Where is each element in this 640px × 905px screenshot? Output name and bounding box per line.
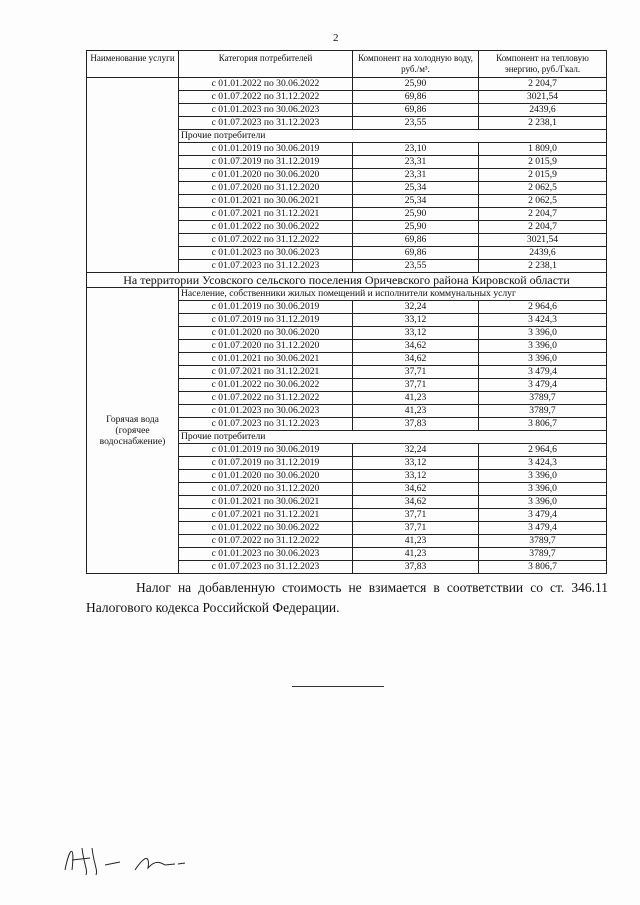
period-cell: с 01.07.2019 по 31.12.2019	[179, 156, 353, 169]
cold-water-value: 33,12	[353, 470, 479, 483]
heat-value: 3 396,0	[479, 327, 607, 340]
period-cell: с 01.07.2021 по 31.12.2021	[179, 509, 353, 522]
vat-note: Налог на добавленную стоимость не взимается в соответствии со ст. 346.11 Налогового кодекса Российской Федерации.	[86, 580, 608, 615]
period-cell: с 01.07.2022 по 31.12.2022	[179, 91, 353, 104]
cold-water-value: 41,23	[353, 392, 479, 405]
region-title: На территории Усовского сельского поселения Оричевского района Кировской области	[87, 273, 607, 288]
table-header	[87, 51, 607, 78]
heat-value: 2 964,6	[479, 301, 607, 314]
cold-water-value: 33,12	[353, 457, 479, 470]
period-cell: с 01.01.2020 по 30.06.2020	[179, 470, 353, 483]
tariff-table	[86, 50, 607, 574]
cold-water-value: 32,24	[353, 444, 479, 457]
cold-water-value: 37,71	[353, 509, 479, 522]
heat-value: 3 396,0	[479, 483, 607, 496]
cold-water-value: 25,34	[353, 195, 479, 208]
cold-water-value: 23,10	[353, 143, 479, 156]
period-cell: с 01.07.2023 по 31.12.2023	[179, 418, 353, 431]
period-cell: с 01.01.2021 по 30.06.2021	[179, 195, 353, 208]
period-cell: с 01.07.2019 по 31.12.2019	[179, 457, 353, 470]
cold-water-value: 33,12	[353, 314, 479, 327]
cold-water-value: 25,90	[353, 78, 479, 91]
cold-water-value: 69,86	[353, 104, 479, 117]
heat-value: 3 806,7	[479, 561, 607, 574]
heat-value: 3 479,4	[479, 509, 607, 522]
heat-value: 2439,6	[479, 247, 607, 260]
cold-water-value: 37,83	[353, 561, 479, 574]
period-cell: с 01.01.2023 по 30.06.2023	[179, 247, 353, 260]
cold-water-value: 37,71	[353, 379, 479, 392]
category-label: Прочие потребители	[179, 431, 607, 444]
heat-value: 2 238,1	[479, 260, 607, 273]
heat-value: 3021,54	[479, 91, 607, 104]
period-cell: с 01.01.2021 по 30.06.2021	[179, 496, 353, 509]
period-cell: с 01.01.2019 по 30.06.2019	[179, 301, 353, 314]
cold-water-value: 41,23	[353, 548, 479, 561]
heat-value: 3789,7	[479, 392, 607, 405]
period-cell: с 01.07.2023 по 31.12.2023	[179, 260, 353, 273]
heat-value: 3 396,0	[479, 470, 607, 483]
heat-value: 3 479,4	[479, 379, 607, 392]
header-cold-water: Компонент на холодную воду, руб./м³.	[353, 51, 479, 78]
cold-water-value: 34,62	[353, 353, 479, 366]
cold-water-value: 23,31	[353, 156, 479, 169]
heat-value: 2 238,1	[479, 117, 607, 130]
heat-value: 3 396,0	[479, 496, 607, 509]
service-cell	[87, 78, 179, 273]
header-category: Категория потребителей	[179, 51, 353, 78]
cold-water-value: 34,62	[353, 496, 479, 509]
cold-water-value: 32,24	[353, 301, 479, 314]
period-cell: с 01.07.2023 по 31.12.2023	[179, 561, 353, 574]
signature	[60, 840, 220, 880]
heat-value: 3789,7	[479, 535, 607, 548]
category-row	[87, 288, 607, 301]
period-cell: с 01.07.2022 по 31.12.2022	[179, 535, 353, 548]
category-label: Население, собственники жилых помещений и исполнители коммунальных услуг	[179, 288, 607, 301]
period-cell: с 01.01.2023 по 30.06.2023	[179, 548, 353, 561]
period-cell: с 01.07.2019 по 31.12.2019	[179, 314, 353, 327]
period-cell: с 01.07.2021 по 31.12.2021	[179, 366, 353, 379]
heat-value: 3 479,4	[479, 366, 607, 379]
period-cell: с 01.01.2019 по 30.06.2019	[179, 143, 353, 156]
period-cell: с 01.07.2022 по 31.12.2022	[179, 234, 353, 247]
cold-water-value: 25,34	[353, 182, 479, 195]
cold-water-value: 25,90	[353, 221, 479, 234]
cold-water-value: 34,62	[353, 483, 479, 496]
heat-value: 3 806,7	[479, 418, 607, 431]
cold-water-value: 41,23	[353, 535, 479, 548]
period-cell: с 01.07.2020 по 31.12.2020	[179, 340, 353, 353]
period-cell: с 01.07.2023 по 31.12.2023	[179, 117, 353, 130]
heat-value: 2 015,9	[479, 169, 607, 182]
cold-water-value: 69,86	[353, 247, 479, 260]
period-cell: с 01.01.2020 по 30.06.2020	[179, 327, 353, 340]
category-label: Прочие потребители	[179, 130, 607, 143]
heat-value: 2 204,7	[479, 208, 607, 221]
heat-value: 3 424,3	[479, 457, 607, 470]
heat-value: 2 062,5	[479, 182, 607, 195]
period-cell: с 01.01.2022 по 30.06.2022	[179, 379, 353, 392]
period-cell: с 01.01.2019 по 30.06.2019	[179, 444, 353, 457]
heat-value: 2439,6	[479, 104, 607, 117]
cold-water-value: 25,90	[353, 208, 479, 221]
service-cell: Горячая вода (горячее водоснабжение)	[87, 288, 179, 574]
heat-value: 3021,54	[479, 234, 607, 247]
cold-water-value: 69,86	[353, 91, 479, 104]
period-cell: с 01.01.2022 по 30.06.2022	[179, 78, 353, 91]
region-row	[87, 273, 607, 288]
cold-water-value: 34,62	[353, 340, 479, 353]
period-cell: с 01.07.2021 по 31.12.2021	[179, 208, 353, 221]
period-cell: с 01.01.2022 по 30.06.2022	[179, 522, 353, 535]
heat-value: 3 396,0	[479, 353, 607, 366]
period-cell: с 01.01.2023 по 30.06.2023	[179, 405, 353, 418]
cold-water-value: 69,86	[353, 234, 479, 247]
cold-water-value: 33,12	[353, 327, 479, 340]
heat-value: 2 964,6	[479, 444, 607, 457]
heat-value: 3 396,0	[479, 340, 607, 353]
heat-value: 1 809,0	[479, 143, 607, 156]
heat-value: 2 062,5	[479, 195, 607, 208]
table-row	[87, 78, 607, 91]
cold-water-value: 23,31	[353, 169, 479, 182]
document-body	[86, 50, 608, 618]
cold-water-value: 23,55	[353, 260, 479, 273]
header-service: Наименование услуги	[87, 51, 179, 78]
period-cell: с 01.01.2020 по 30.06.2020	[179, 169, 353, 182]
divider	[292, 686, 384, 687]
cold-water-value: 37,83	[353, 418, 479, 431]
period-cell: с 01.07.2020 по 31.12.2020	[179, 483, 353, 496]
heat-value: 2 015,9	[479, 156, 607, 169]
cold-water-value: 37,71	[353, 522, 479, 535]
cold-water-value: 37,71	[353, 366, 479, 379]
heat-value: 2 204,7	[479, 221, 607, 234]
heat-value: 3 424,3	[479, 314, 607, 327]
period-cell: с 01.01.2023 по 30.06.2023	[179, 104, 353, 117]
heat-value: 3789,7	[479, 548, 607, 561]
period-cell: с 01.01.2022 по 30.06.2022	[179, 221, 353, 234]
heat-value: 3789,7	[479, 405, 607, 418]
period-cell: с 01.01.2021 по 30.06.2021	[179, 353, 353, 366]
page-number: 2	[333, 32, 339, 44]
cold-water-value: 41,23	[353, 405, 479, 418]
period-cell: с 01.07.2022 по 31.12.2022	[179, 392, 353, 405]
header-heat: Компонент на тепловую энергию, руб./Гкал.	[479, 51, 607, 78]
cold-water-value: 23,55	[353, 117, 479, 130]
heat-value: 2 204,7	[479, 78, 607, 91]
heat-value: 3 479,4	[479, 522, 607, 535]
period-cell: с 01.07.2020 по 31.12.2020	[179, 182, 353, 195]
